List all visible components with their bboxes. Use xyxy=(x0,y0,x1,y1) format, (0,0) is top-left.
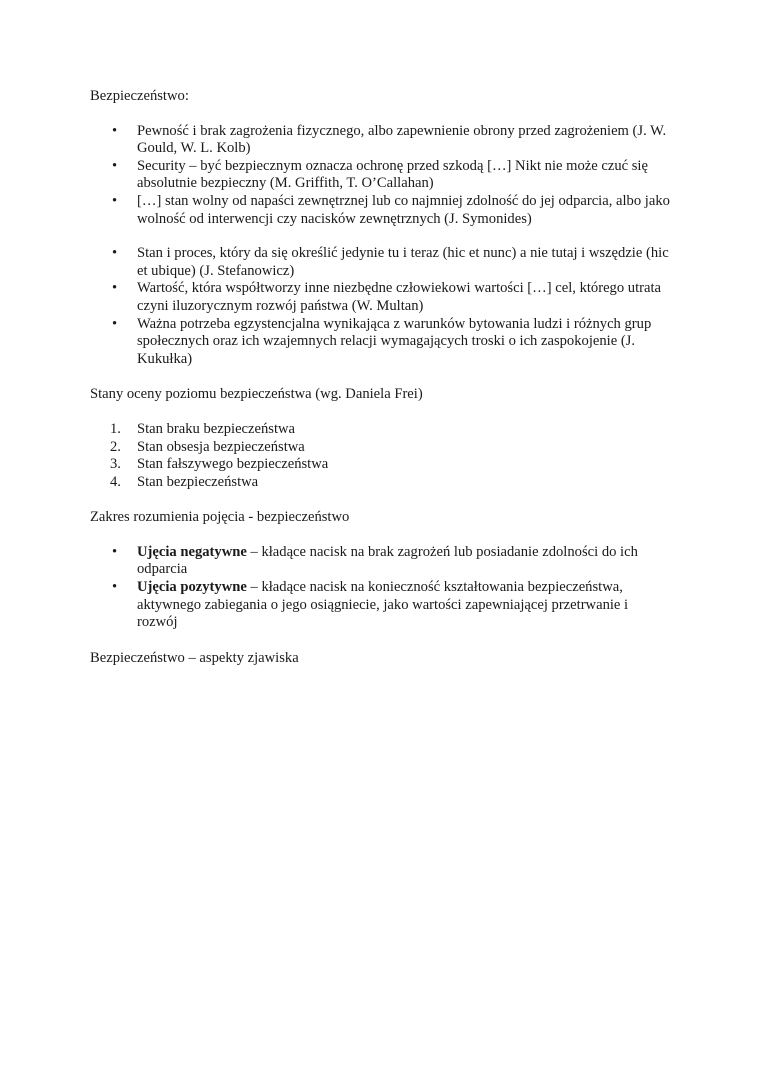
term-description: – kładące nacisk na brak zagrożeń lub posiadanie zdolności do ich odparcia xyxy=(137,543,638,578)
section-heading-bezpieczenstwo: Bezpieczeństwo: xyxy=(90,88,189,104)
list-number: 4. xyxy=(110,473,121,490)
list-item-text: Ważna potrzeba egzystencjalna wynikająca z warunków bytowania ludzi i różnych grup społecznych oraz ich wzajemnych relacji wymagających troski o ich zaspokojenie (J. Kukułka) xyxy=(137,315,652,367)
bullet-icon: • xyxy=(112,280,118,297)
bullet-icon: • xyxy=(112,579,118,596)
list-number: 3. xyxy=(110,456,121,473)
states-numbered-list xyxy=(90,421,670,491)
list-item xyxy=(90,439,670,457)
bullet-icon: • xyxy=(112,122,118,139)
term-positive: Ujęcia pozytywne xyxy=(137,579,247,596)
list-item xyxy=(90,123,670,158)
definitions-list-b xyxy=(90,245,670,368)
list-item xyxy=(90,421,670,439)
section-heading-stany-oceny: Stany oceny poziomu bezpieczeństwa (wg. Daniela Frei) xyxy=(90,386,423,403)
term-negative: Ujęcia negatywne xyxy=(137,543,247,560)
list-item-text: Stan obsesja bezpieczeństwa xyxy=(137,438,305,455)
list-item-text: Stan fałszywego bezpieczeństwa xyxy=(137,456,329,473)
list-item xyxy=(90,456,670,474)
list-item xyxy=(90,245,670,280)
list-item xyxy=(90,474,670,492)
definitions-list-a xyxy=(90,123,670,229)
bullet-icon: • xyxy=(112,157,118,174)
list-item-text: Stan braku bezpieczeństwa xyxy=(137,420,296,437)
list-item xyxy=(90,158,670,193)
bullet-icon: • xyxy=(112,543,118,560)
section-heading-zakres: Zakres rozumienia pojęcia - bezpieczeństwo xyxy=(90,509,350,526)
term-description: – kładące nacisk na konieczność kształtowania bezpieczeństwa, aktywnego zabiegania o jego osiągniecie, jako wartości zapewniającej przetrwanie i rozwój xyxy=(137,579,629,631)
list-item xyxy=(90,193,670,228)
section-heading-aspekty: Bezpieczeństwo – aspekty zjawiska xyxy=(90,649,299,666)
scope-list xyxy=(90,544,670,632)
list-item xyxy=(90,280,670,315)
list-item-text: […] stan wolny od napaści zewnętrznej lub co najmniej zdolność do jej odparcia, albo jako wolność od interwencji czy nacisków zewnętrznych (J. Symonides) xyxy=(137,192,670,227)
list-item-text: Wartość, która współtworzy inne niezbędne człowiekowi wartości […] cel, którego utrata czyni iluzorycznym rozwój państwa (W. Multan) xyxy=(137,280,662,314)
list-item-text: Pewność i brak zagrożenia fizycznego, albo zapewnienie obrony przed zagrożeniem (J. W. Gould, W. L. Kolb) xyxy=(137,122,667,157)
list-number: 2. xyxy=(110,438,121,455)
list-number: 1. xyxy=(110,420,121,437)
bullet-icon: • xyxy=(112,315,118,332)
bullet-icon: • xyxy=(112,245,118,262)
bullet-icon: • xyxy=(112,192,118,209)
list-item xyxy=(90,316,670,369)
list-item-text: Security – być bezpiecznym oznacza ochronę przed szkodą […] Nikt nie może czuć się absolutnie bezpieczny (M. Griffith, T. O’Callahan) xyxy=(137,157,648,192)
list-item xyxy=(90,579,670,632)
list-item xyxy=(90,544,670,579)
list-item-text: Stan bezpieczeństwa xyxy=(137,473,259,490)
list-item-text: Stan i proces, który da się określić jedynie tu i teraz (hic et nunc) a nie tutaj i wszędzie (hic et ubique) (J. Stefanowicz) xyxy=(137,245,669,279)
